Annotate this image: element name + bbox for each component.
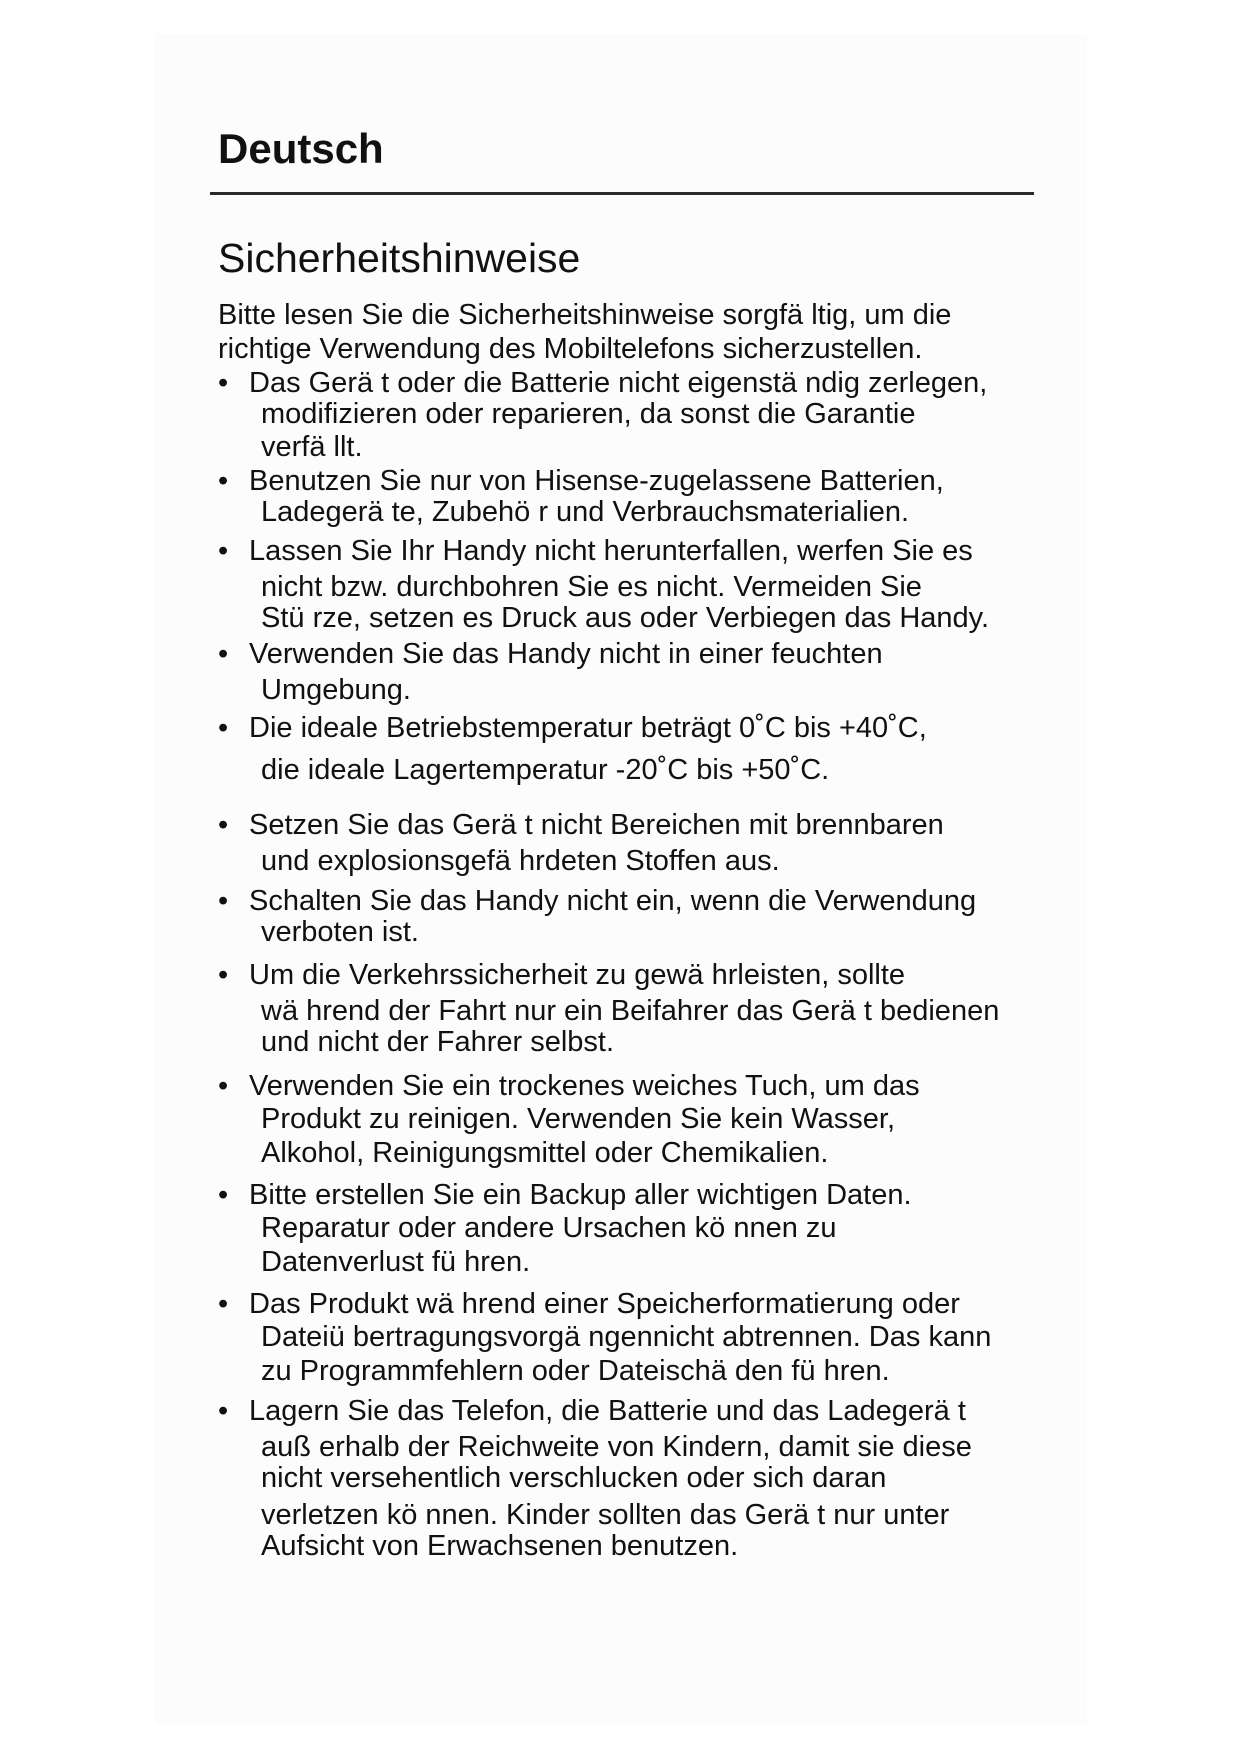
bullet-icon: •	[218, 367, 229, 399]
list-item-line: Bitte erstellen Sie ein Backup aller wichtigen Daten.	[249, 1179, 912, 1211]
list-item-line: Lassen Sie Ihr Handy nicht herunterfallen, werfen Sie es	[249, 535, 973, 567]
list-item-line: Verwenden Sie das Handy nicht in einer feuchten	[249, 638, 883, 670]
list-item-line: und nicht der Fahrer selbst.	[261, 1026, 615, 1058]
bullet-icon: •	[218, 809, 229, 841]
intro-line: richtige Verwendung des Mobiltelefons sicherzustellen.	[218, 333, 923, 365]
list-item-line: Datenverlust fü hren.	[261, 1246, 531, 1278]
list-item-line: Verwenden Sie ein trockenes weiches Tuch, um das	[249, 1070, 920, 1102]
list-item-line: die ideale Lagertemperatur -20˚C bis +50˚C.	[261, 754, 830, 786]
list-item-line: Setzen Sie das Gerä t nicht Bereichen mit brennbaren	[249, 809, 944, 841]
bullet-icon: •	[218, 885, 229, 917]
intro-paragraph	[218, 298, 1038, 366]
list-item-line: wä hrend der Fahrt nur ein Beifahrer das Gerä t bedienen	[261, 995, 1000, 1027]
bullet-icon: •	[218, 959, 229, 991]
list-item-line: Das Gerä t oder die Batterie nicht eigenstä ndig zerlegen,	[249, 367, 988, 399]
bullet-icon: •	[218, 712, 229, 744]
heading-divider	[210, 192, 1034, 195]
list-item-line: Ladegerä te, Zubehö r und Verbrauchsmaterialien.	[261, 496, 910, 528]
language-heading: Deutsch	[218, 125, 384, 172]
list-item-line: auß erhalb der Reichweite von Kindern, damit sie diese	[261, 1431, 972, 1463]
list-item-line: Das Produkt wä hrend einer Speicherformatierung oder	[249, 1288, 960, 1320]
list-item-line: verboten ist.	[261, 916, 419, 948]
list-item-line: Dateiü bertragungsvorgä ngennicht abtrennen. Das kann	[261, 1321, 992, 1353]
list-item-line: Stü rze, setzen es Druck aus oder Verbiegen das Handy.	[261, 602, 990, 634]
list-item-line: Reparatur oder andere Ursachen kö nnen zu	[261, 1212, 837, 1244]
bullet-icon: •	[218, 1070, 229, 1102]
list-item-line: modifizieren oder reparieren, da sonst die Garantie	[261, 398, 916, 430]
list-item-line: verletzen kö nnen. Kinder sollten das Gerä t nur unter	[261, 1499, 950, 1531]
intro-line: Bitte lesen Sie die Sicherheitshinweise sorgfä ltig, um die	[218, 299, 952, 331]
bullet-icon: •	[218, 1288, 229, 1320]
list-item-line: nicht bzw. durchbohren Sie es nicht. Vermeiden Sie	[261, 571, 922, 603]
bullet-icon: •	[218, 1395, 229, 1427]
bullet-icon: •	[218, 1179, 229, 1211]
list-item-line: und explosionsgefä hrdeten Stoffen aus.	[261, 845, 780, 877]
list-item-line: zu Programmfehlern oder Dateischä den fü hren.	[261, 1355, 890, 1387]
list-item-line: Umgebung.	[261, 674, 411, 706]
list-item-line: Lagern Sie das Telefon, die Batterie und das Ladegerä t	[249, 1395, 966, 1427]
list-item-line: Benutzen Sie nur von Hisense-zugelassene Batterien,	[249, 465, 944, 497]
list-item-line: Schalten Sie das Handy nicht ein, wenn die Verwendung	[249, 885, 977, 917]
bullet-icon: •	[218, 535, 229, 567]
list-item-line: Alkohol, Reinigungsmittel oder Chemikalien.	[261, 1137, 829, 1169]
bullet-icon: •	[218, 465, 229, 497]
section-title: Sicherheitshinweise	[218, 235, 581, 281]
bullet-icon: •	[218, 638, 229, 670]
list-item-line: verfä llt.	[261, 431, 363, 463]
list-item-line: Um die Verkehrssicherheit zu gewä hrleisten, sollte	[249, 959, 906, 991]
list-item-line: Produkt zu reinigen. Verwenden Sie kein Wasser,	[261, 1103, 896, 1135]
list-item-line: nicht versehentlich verschlucken oder sich daran	[261, 1462, 887, 1494]
list-item-line: Die ideale Betriebstemperatur beträgt 0˚C bis +40˚C,	[249, 712, 927, 744]
list-item-line: Aufsicht von Erwachsenen benutzen.	[261, 1530, 739, 1562]
